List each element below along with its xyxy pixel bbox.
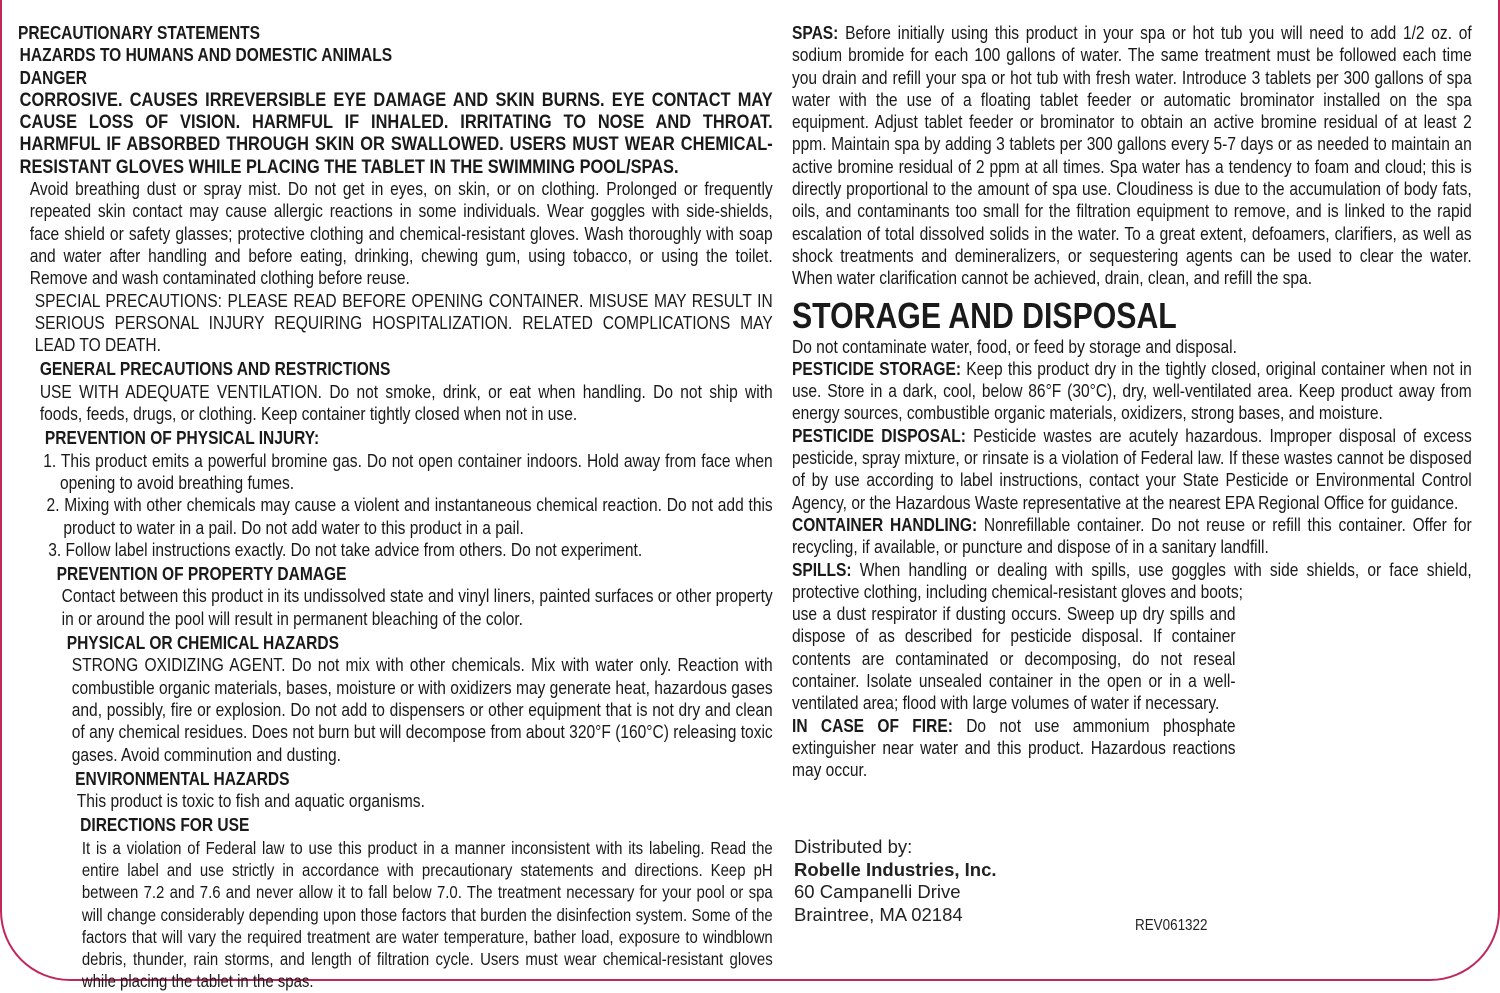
- pesticide-disposal-text: Pesticide wastes are acutely hazardous. Improper disposal of excess pesticide, spray mixture, or rinsate is a violation of Federal law. If these wastes cannot be disposed of by use according to label instructions, contact your State Pesticide or Environmental Control Agency, or the Hazardous Waste representative at the nearest EPA Regional Office for guidance.: [792, 424, 1472, 513]
- storage-disposal-heading: STORAGE AND DISPOSAL: [792, 294, 1177, 336]
- revision-code: REV061322: [1135, 917, 1208, 934]
- spills-continued: use a dust respirator if dusting occurs. Sweep up dry spills and dispose of as described for pesticide disposal. If container contents are contaminated or decomposing, do not reseal container. Isolate unsealed container in the open or in a well-ventilated area; flood with large volumes of water if necessary.: [792, 603, 1236, 714]
- container-handling-paragraph: [792, 514, 1472, 559]
- pesticide-disposal-paragraph: [792, 425, 1472, 514]
- fire-paragraph: [792, 715, 1236, 782]
- pesticide-storage-label: PESTICIDE STORAGE:: [792, 357, 962, 379]
- distributor-block: [794, 836, 997, 926]
- spas-paragraph: [792, 22, 1472, 290]
- fire-text: Do not use ammonium phosphate extinguisher near water and this product. Hazardous reactions may occur.: [792, 714, 1236, 781]
- property-damage-text: Contact between this product in its undissolved state and vinyl liners, painted surfaces or other property in or around the pool will result in permanent bleaching of the color.: [61, 585, 773, 629]
- pesticide-storage-text: Keep this product dry in the tightly closed, original container when not in use. Store in a dark, cool, below 86°F (30°C), dry, well-ventilated area. Keep product away from energy sources, combustible organic materials, oxidizers, strong bases, and moisture.: [792, 357, 1472, 424]
- precautionary-statements-heading: PRECAUTIONARY STATEMENTS: [18, 22, 261, 43]
- general-precautions-text: USE WITH ADEQUATE VENTILATION. Do not smoke, drink, or eat when handling. Do not ship with foods, feeds, drugs, or clothing. Keep container tightly closed when not in use.: [39, 380, 773, 425]
- distributed-by-label: Distributed by:: [794, 836, 913, 857]
- physical-hazards-heading: PHYSICAL OR CHEMICAL HAZARDS: [66, 632, 339, 654]
- corrosive-warning: CORROSIVE. CAUSES IRREVERSIBLE EYE DAMAGE AND SKIN BURNS. EYE CONTACT MAY CAUSE LOSS OF VISION. HARMFUL IF INHALED. IRRITATING TO NOSE AND THROAT. HARMFUL IF ABSORBED THROUGH SKIN OR SWALLOWED. USERS MUST WEAR CHEMICAL-RESISTANT GLOVES WHILE PLACING THE TABLET IN THE SWIMMING POOL/SPAS.: [19, 88, 773, 178]
- avoid-paragraph: Avoid breathing dust or spray mist. Do not get in eyes, on skin, or on clothing. Prolonged or frequently repeated skin contact may cause allergic reactions in some individuals. Wear goggles with side-shields, face shield or safety glasses; protective clothing and chemical-resistant gloves. Wash thoroughly with soap and water after handling and before eating, drinking, chewing gum, using tobacco, or using the toilet. Remove and wash contaminated clothing before reuse.: [29, 178, 773, 289]
- spills-paragraph: [792, 559, 1472, 604]
- special-precautions: SPECIAL PRECAUTIONS: PLEASE READ BEFORE OPENING CONTAINER. MISUSE MAY RESULT IN SERIOUS PERSONAL INJURY REQUIRING HOSPITALIZATION. RELATED COMPLICATIONS MAY LEAD TO DEATH.: [34, 289, 773, 356]
- prevention-injury-heading: PREVENTION OF PHYSICAL INJURY:: [44, 427, 320, 449]
- injury-item: 2. Mixing with other chemicals may cause a violent and instantaneous chemical reaction. Do not add this product to water in a pail. Do not add water to this product in a pail.: [46, 494, 773, 538]
- property-damage-heading: PREVENTION OF PROPERTY DAMAGE: [56, 563, 347, 585]
- spas-label: SPAS:: [792, 22, 839, 43]
- danger-heading: DANGER: [19, 66, 88, 88]
- directions-text: It is a violation of Federal law to use this product in a manner inconsistent with its labeling. Read the entire label and use strictly in accordance with precautionary statements and directions. Keep pH between 7.2 and 7.6 and never allow it to fall below 7.0. The treatment necessary for your pool or spa will change considerably depending upon those factors that burden the disinfection system. Some of the factors that will vary the required treatment are water temperature, bather load, exposure to windblown debris, thunder, rain storms, and length of filtration cycle. Users must wear chemical-resistant gloves while placing the tablet in the spas.: [81, 837, 773, 992]
- injury-item: 1. This product emits a powerful bromine gas. Do not open container indoors. Hold away from face when opening to avoid breathing fumes.: [43, 449, 773, 493]
- hazards-heading: HAZARDS TO HUMANS AND DOMESTIC ANIMALS: [19, 44, 393, 66]
- container-handling-label: CONTAINER HANDLING:: [792, 513, 978, 535]
- container-handling-text: Nonrefillable container. Do not reuse or refill this container. Offer for recycling, if available, or puncture and dispose of in a sanitary landfill.: [792, 513, 1472, 558]
- spas-text: Before initially using this product in your spa or hot tub you will need to add 1/2 oz. of sodium bromide for each 100 gallons of water. The same treatment must be followed each time you drain and refill your spa or hot tub with fresh water. Introduce 3 tablets per 300 gallons of spa water with the use of a floating tablet feeder or automatic brominator installed on the spa equipment. Adjust tablet feeder or brominator to obtain an active bromine residual of at least 2 ppm. Maintain spa by adding 3 tablets per 300 gallons every 5-7 days or as needed to maintain an active bromine residual of 2 ppm at all times. Spa water has a tendency to foam and cloud; this is directly proportional to the amount of spa use. Cloudiness is due to the accumulation of body fats, oils, and contaminants too small for the filtration equipment to remove, and is linked to the rapid escalation of total dissolved solids in the water. To a great extent, defoamers, clarifiers, as well as shock treatments and demineralizers, or sequestering agents can be used to clear the water. When water clarification cannot be achieved, drain, clean, and refill the spa.: [792, 22, 1472, 289]
- environmental-hazards-text: This product is toxic to fish and aquatic organisms.: [76, 790, 425, 812]
- injury-item: 3. Follow label instructions exactly. Do not take advice from others. Do not experiment.: [48, 538, 643, 560]
- spills-label: SPILLS:: [792, 558, 852, 580]
- directions-heading: DIRECTIONS FOR USE: [80, 814, 250, 836]
- distributor-company: Robelle Industries, Inc.: [794, 858, 997, 880]
- pesticide-disposal-label: PESTICIDE DISPOSAL:: [792, 424, 966, 446]
- spills-text: When handling or dealing with spills, use goggles with side shields, or face shield, protective clothing, including chemical-resistant gloves and boots;: [792, 558, 1472, 602]
- general-precautions-heading: GENERAL PRECAUTIONS AND RESTRICTIONS: [39, 358, 391, 380]
- storage-intro: Do not contaminate water, food, or feed by storage and disposal.: [792, 335, 1237, 357]
- environmental-hazards-heading: ENVIRONMENTAL HAZARDS: [75, 767, 290, 789]
- pesticide-storage-paragraph: [792, 358, 1472, 425]
- fire-label: IN CASE OF FIRE:: [792, 714, 953, 736]
- physical-hazards-text: STRONG OXIDIZING AGENT. Do not mix with other chemicals. Mix with water only. Reaction with combustible organic materials, bases, moisture or with oxidizers may generate heat, hazardous gases and, possibly, fire or explosion. Do not add to dispensers or other equipment that is not dry and clean of any chemical residues. Does not burn but will decompose from about 320°F (160°C) releasing toxic gases. Avoid comminution and dusting.: [71, 654, 773, 765]
- distributor-city: Braintree, MA 02184: [794, 903, 963, 925]
- right-column: [792, 22, 1472, 782]
- distributor-street: 60 Campanelli Drive: [794, 881, 961, 902]
- left-column: [18, 22, 773, 993]
